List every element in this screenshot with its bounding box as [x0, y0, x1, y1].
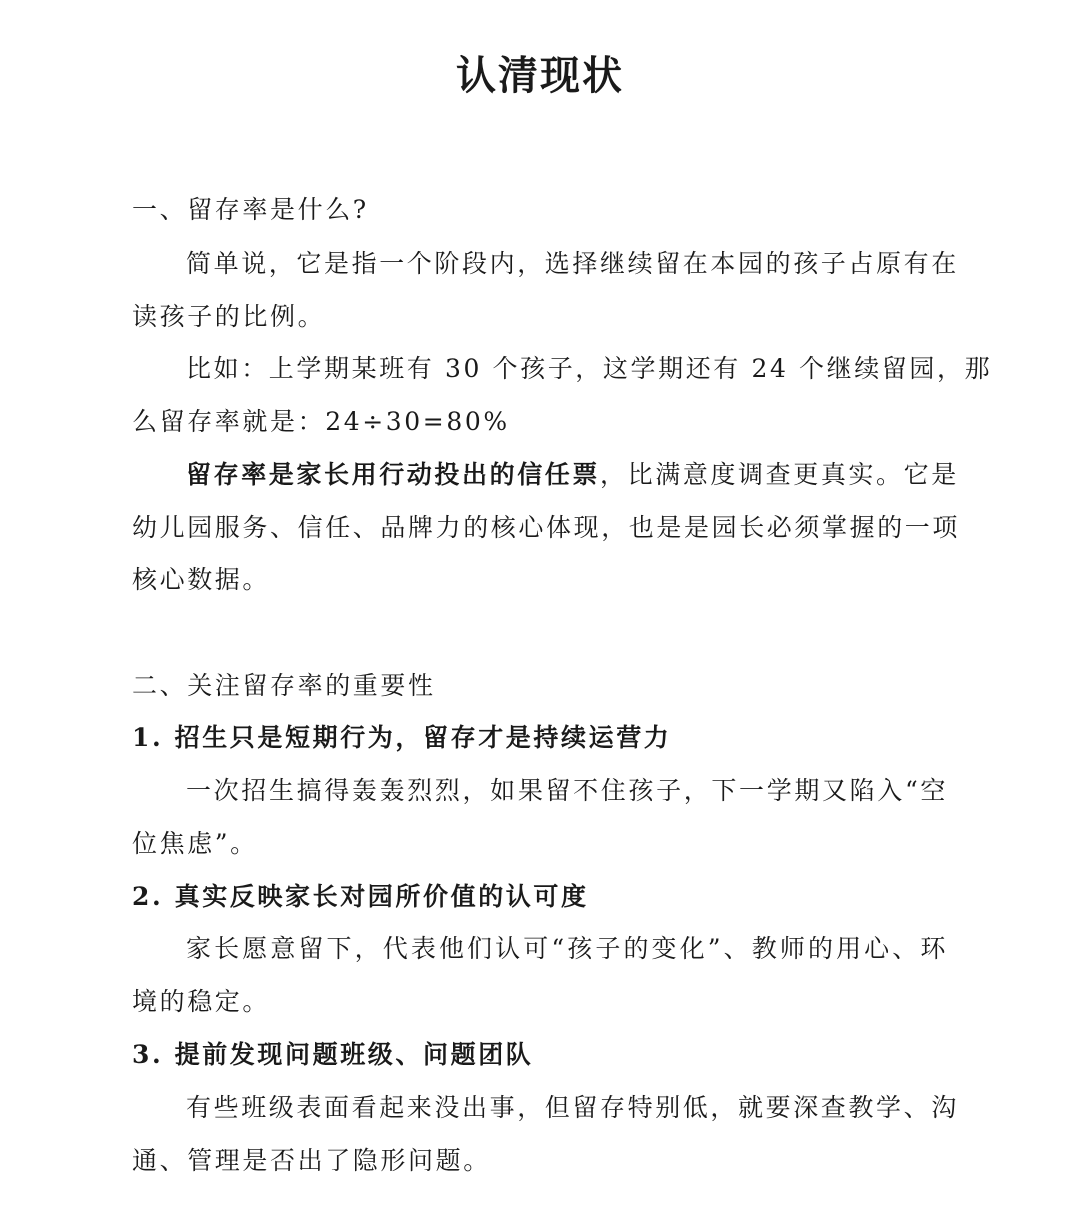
- key-statement-continuation: ，比满意度调查更真实。它是: [600, 460, 959, 489]
- section-1-paragraph-2-line-2: 么留存率就是：24÷30=80%: [132, 407, 510, 436]
- section-1-paragraph-1-line-1: 简单说，它是指一个阶段内，选择继续留在本园的孩子占原有在: [186, 249, 959, 278]
- page-title: 认清现状: [456, 52, 624, 99]
- point-3-title: 3. 提前发现问题班级、问题团队: [132, 1040, 534, 1069]
- point-3-line-1: 有些班级表面看起来没出事，但留存特别低，就要深查教学、沟: [186, 1093, 959, 1122]
- point-1-title: 1. 招生只是短期行为，留存才是持续运营力: [132, 723, 672, 752]
- point-2-line-1: 家长愿意留下，代表他们认可“孩子的变化”、教师的用心、环: [186, 934, 948, 963]
- point-2-line-2: 境的稳定。: [132, 987, 271, 1016]
- section-1-paragraph-3-line-3: 核心数据。: [132, 565, 271, 594]
- section-1-paragraph-3-line-1: [186, 458, 959, 492]
- section-1-paragraph-1-line-2: 读孩子的比例。: [132, 302, 326, 331]
- section-1-paragraph-3-line-2: 幼儿园服务、信任、品牌力的核心体现，也是是园长必须掌握的一项: [132, 513, 961, 542]
- point-1-line-2: 位焦虑”。: [132, 829, 258, 858]
- section-1-paragraph-2-line-1: 比如：上学期某班有 30 个孩子，这学期还有 24 个继续留园，那: [186, 354, 993, 383]
- section-2-heading: 二、关注留存率的重要性: [132, 671, 436, 700]
- section-1-heading: 一、留存率是什么?: [132, 195, 369, 224]
- key-statement: 留存率是家长用行动投出的信任票: [186, 460, 601, 489]
- point-1-line-1: 一次招生搞得轰轰烈烈，如果留不住孩子，下一学期又陷入“空: [186, 776, 948, 805]
- point-2-title: 2. 真实反映家长对园所价值的认可度: [132, 882, 589, 911]
- point-3-line-2: 通、管理是否出了隐形问题。: [132, 1146, 491, 1175]
